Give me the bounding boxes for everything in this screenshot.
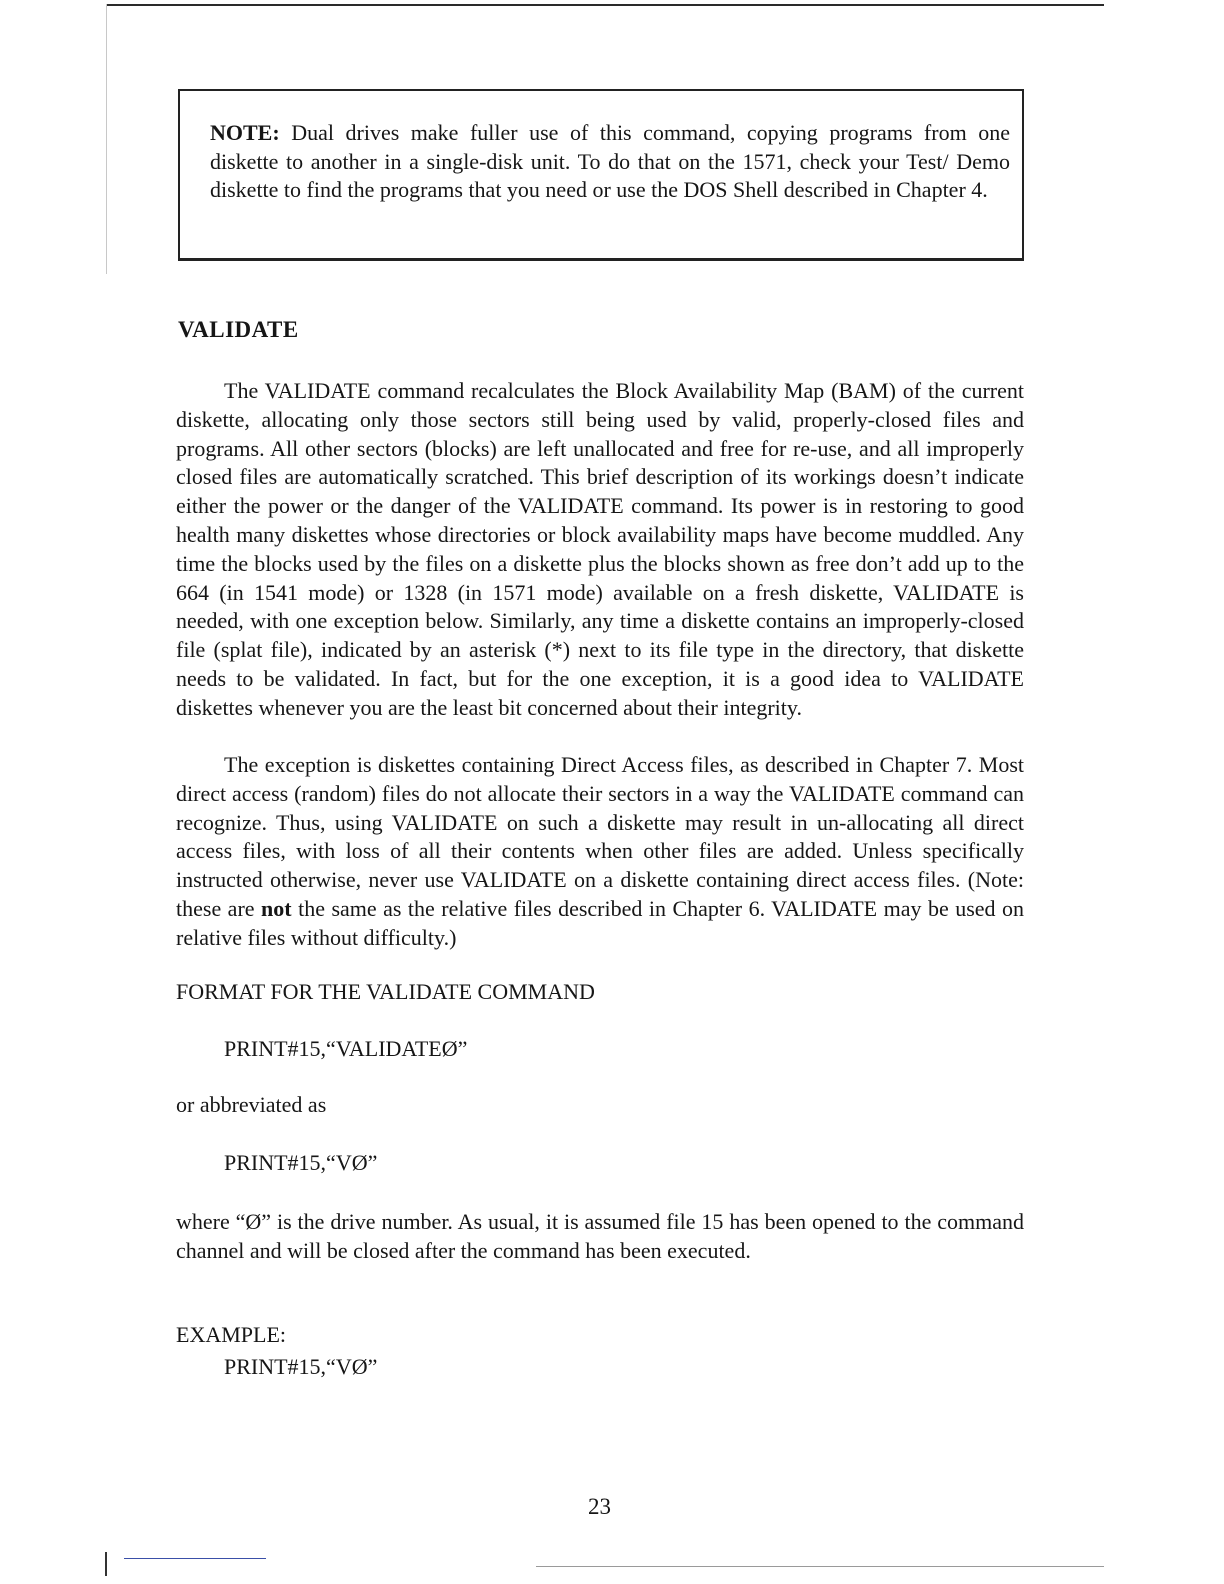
note-body: Dual drives make fuller use of this command, copying programs from one diskette to another in a single-disk unit. To do that on the 1571, check your Test/ Demo diskette to find the programs that you need or use the DOS Shell described in Chapter 4.: [210, 120, 1010, 202]
note-box: [178, 89, 1024, 261]
note-text: [210, 119, 1010, 205]
format-heading: FORMAT FOR THE VALIDATE COMMAND: [176, 979, 595, 1004]
where-text: where “Ø” is the drive number. As usual, it is assumed file 15 has been opened to the command channel and will be closed after the command has been executed.: [176, 1209, 1024, 1263]
example-label: EXAMPLE:: [176, 1322, 286, 1347]
left-margin-rule: [106, 4, 107, 274]
top-rule: [106, 4, 1104, 6]
page-number: 23: [588, 1494, 611, 1519]
abbrev-label: or abbreviated as: [176, 1092, 327, 1117]
example-command: PRINT#15,“VØ”: [224, 1354, 378, 1379]
paragraph-1-text: The VALIDATE command recalculates the Block Availability Map (BAM) of the current diskette, allocating only those sectors still being used by valid, properly-closed files and programs. All other sectors (blocks) are left unallocated and free for re-use, and all improperly closed files are automatically scratched. This brief description of its workings doesn’t indicate either the power or the danger of the VALIDATE command. Its power is in restoring to good health many diskettes whose directories or block availability maps have become muddled. Any time the blocks used by the files on a diskette plus the blocks shown as free don’t add up to the 664 (in 1541 mode) or 1328 (in 1571 mode) available on a fresh diskette, VALIDATE is needed, with one exception below. Similarly, any time a diskette contains an improperly-closed file (splat file), indicated by an asterisk (*) next to its file type in the directory, that diskette needs to be validated. In fact, but for the one exception, it is a good idea to VALIDATE diskettes whenever you are the least bit concerned about their integrity.: [176, 378, 1024, 720]
paragraph-2-text-a: The exception is diskettes containing Direct Access files, as described in Chapter 7. Most direct access (random) files do not allocate their sectors in a way the VALIDATE command can recognize. Thus, using VALIDATE on such a diskette may result in un-allocating all direct access files, with loss of all their contents when other files are added. Unless specifically instructed otherwise, never use VALIDATE on a diskette containing direct access files. (Note: these are: [176, 752, 1024, 921]
paragraph-2-text-b: the same as the relative files described in Chapter 6. VALIDATE may be used on relative files without difficulty.): [176, 895, 1024, 950]
section-heading: VALIDATE: [178, 317, 299, 342]
command-full: PRINT#15,“VALIDATEØ”: [224, 1036, 468, 1061]
paragraph-2: [176, 751, 1024, 953]
bottom-left-mark: [105, 1552, 107, 1576]
bottom-rule: [536, 1566, 1104, 1567]
paragraph-2-bold: not: [261, 895, 292, 921]
note-label: NOTE:: [210, 120, 280, 145]
paragraph-1: [176, 377, 1024, 723]
command-abbrev: PRINT#15,“VØ”: [224, 1150, 378, 1175]
bottom-left-rule: [124, 1558, 266, 1559]
